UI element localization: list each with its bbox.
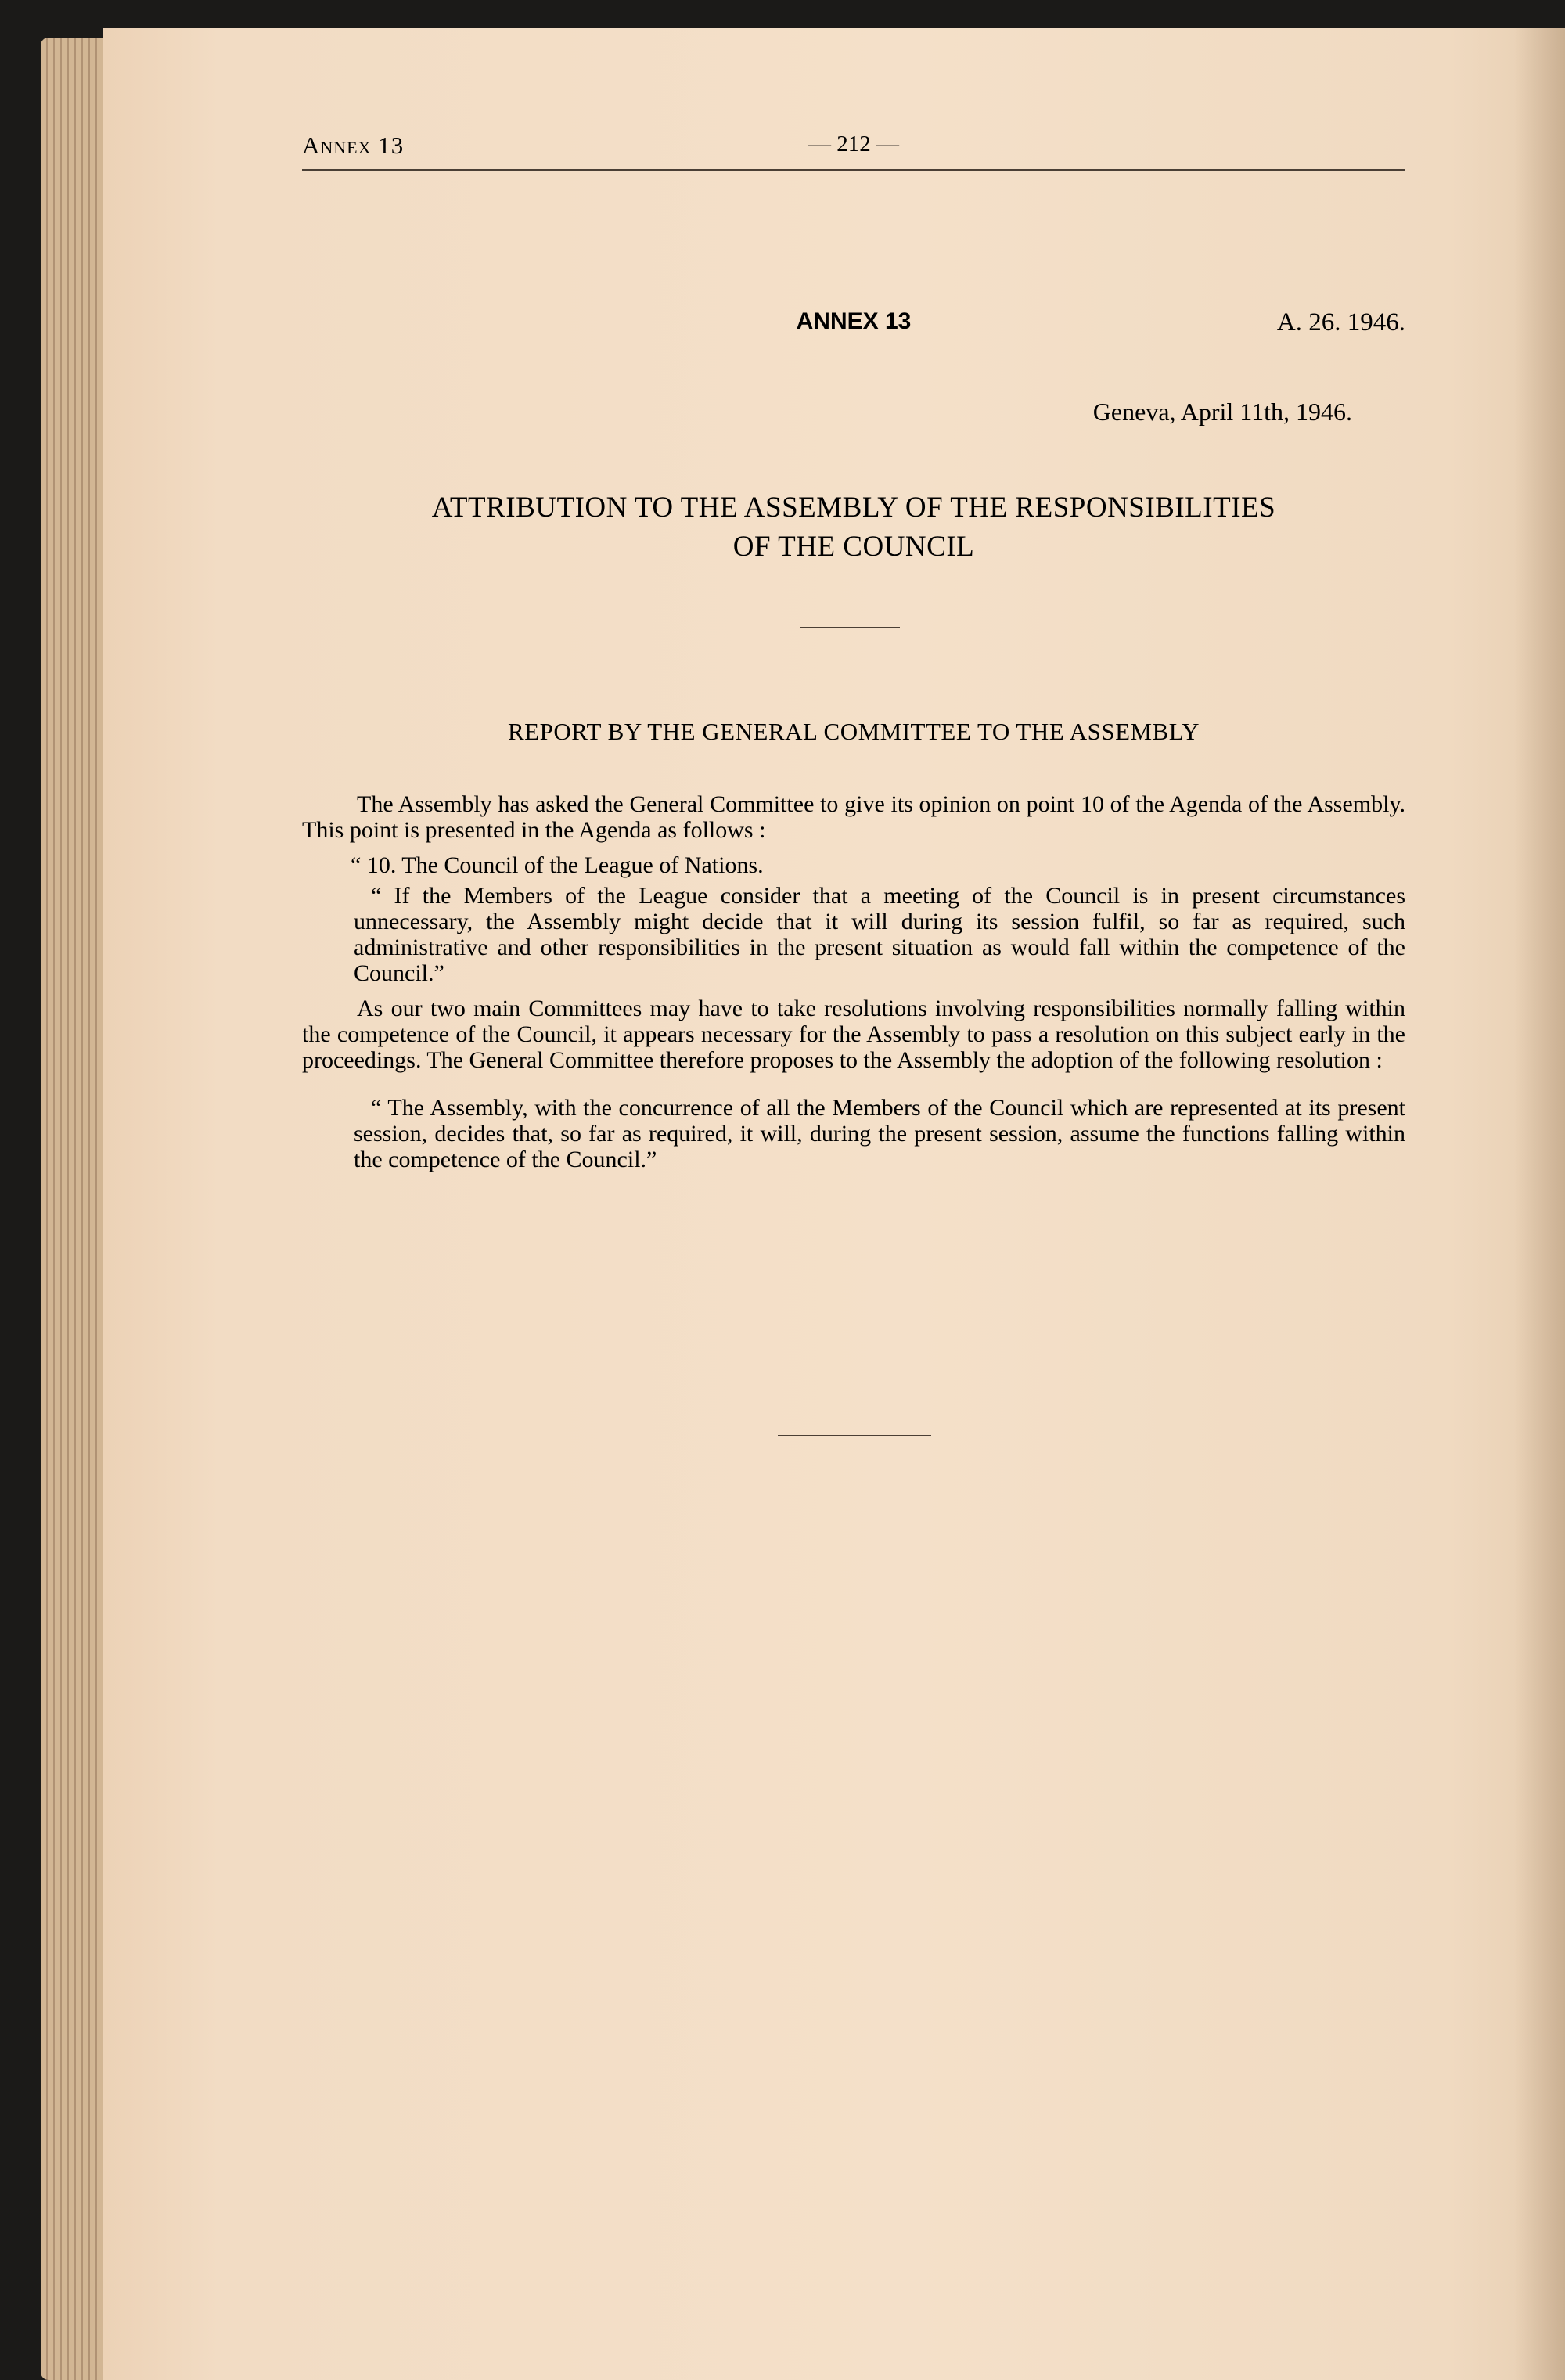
title-line-2: OF THE COUNCIL	[732, 531, 975, 563]
annex-heading: ANNEX 13	[796, 308, 912, 334]
document-page	[103, 28, 1565, 2380]
paragraph-agenda-quote: “ If the Members of the League consider that a meeting of the Council is in present circumstances unnecessary, the Assembly might decide that it will during its session fulfil, so far as required, such administrative and other responsibilities in the present situation as would fall within the competence of the Council.”	[354, 883, 1405, 986]
end-divider	[778, 1435, 931, 1436]
paragraph-resolution: “ The Assembly, with the concurrence of all the Members of the Council which are represented at its present session, decides that, so far as required, it will, during the present session, assume the functions falling within the competence of the Council.”	[354, 1095, 1405, 1172]
document-reference: A. 26. 1946.	[1276, 308, 1405, 337]
date-line: Geneva, April 11th, 1946.	[1092, 398, 1352, 426]
paragraph-intro: The Assembly has asked the General Committee to give its opinion on point 10 of the Agenda of the Assembly. This point is presented in the Agenda as follows :	[302, 791, 1405, 843]
title-line-1: ATTRIBUTION TO THE ASSEMBLY OF THE RESPONSIBILITIES	[431, 491, 1276, 524]
report-subtitle: REPORT BY THE GENERAL COMMITTEE TO THE ASSEMBLY	[507, 718, 1200, 745]
paragraph-agenda-point: “ 10. The Council of the League of Nations.	[351, 852, 764, 878]
report-body	[302, 791, 1405, 1182]
header-annex-label: Annex 13	[302, 131, 405, 159]
running-header	[302, 131, 1405, 171]
header-page-number: — 212 —	[808, 131, 899, 157]
title-divider	[800, 627, 900, 628]
document-title	[302, 488, 1405, 567]
paragraph-proposal: As our two main Committees may have to take resolutions involving responsibilities normally falling within the competence of the Council, it appears necessary for the Assembly to pass a resolution on this subject early in the proceedings. The General Committee therefore proposes to the Assembly the adoption of the following resolution :	[302, 996, 1405, 1073]
page-gutter-shadow	[1514, 28, 1565, 2380]
